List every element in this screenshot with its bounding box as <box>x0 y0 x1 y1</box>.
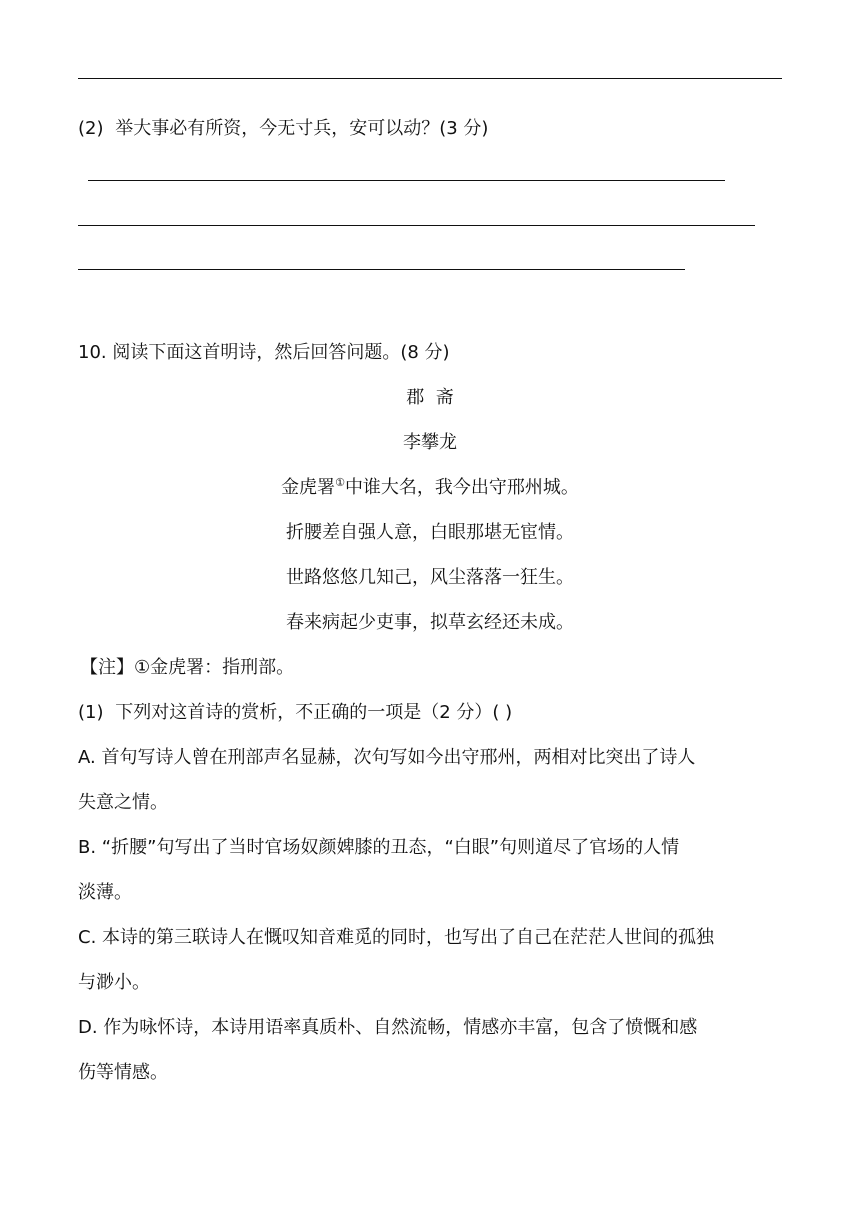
option-b-line-1: B. “折腰”句写出了当时官场奴颜婢膝的丑态，“白眼”句则道尽了官场的人情 <box>78 837 680 858</box>
option-a-line-1: A. 首句写诗人曾在刑部声名显赫，次句写如今出守邢州，两相对比突出了诗人 <box>78 747 696 768</box>
poem-line-1 <box>0 476 860 500</box>
poem-line-2: 折腰差自强人意，白眼那堪无宦情。 <box>286 522 574 543</box>
option-a-line-2: 失意之情。 <box>78 792 168 813</box>
poem-line-1-end: 中谁大名，我今出守邢州城。 <box>344 477 579 498</box>
poem-note: 【注】①金虎署：指刑部。 <box>80 657 295 678</box>
answer-line-1[interactable] <box>88 180 725 181</box>
poem-line-3: 世路悠悠几知己，风尘落落一狂生。 <box>286 567 574 588</box>
option-d-line-2: 伤等情感。 <box>78 1062 168 1083</box>
answer-line-top <box>78 78 782 79</box>
option-b-line-2: 淡薄。 <box>78 882 132 903</box>
poem-title: 郡 斋 <box>406 387 454 408</box>
answer-line-3[interactable] <box>78 269 685 270</box>
poem-author: 李攀龙 <box>403 432 457 453</box>
question-label: (2) <box>78 118 104 139</box>
option-d-line-1: D. 作为咏怀诗，本诗用语率真质朴、自然流畅，情感亦丰富，包含了愤慨和感 <box>78 1017 698 1038</box>
footnote-marker: ① <box>335 476 345 489</box>
question-label: (1) <box>78 702 104 723</box>
question-text: 举大事必有所资，今无寸兵，安可以动？(3 分) <box>115 118 489 139</box>
option-c-line-1: C. 本诗的第三联诗人在慨叹知音难觅的同时，也写出了自己在茫茫人世间的孤独 <box>78 927 715 948</box>
option-c-line-2: 与渺小。 <box>78 972 150 993</box>
question-text: 下列对这首诗的赏析，不正确的一项是（2 分）( ) <box>115 702 513 723</box>
poem-line-1-start: 金虎署 <box>281 477 336 498</box>
poem-line-4: 春来病起少吏事，拟草玄经还未成。 <box>286 612 574 633</box>
question-10-heading: 10. 阅读下面这首明诗，然后回答问题。(8 分) <box>78 342 450 363</box>
question-10-1 <box>78 701 512 725</box>
question-9-2 <box>78 117 488 141</box>
answer-line-2[interactable] <box>78 225 755 226</box>
